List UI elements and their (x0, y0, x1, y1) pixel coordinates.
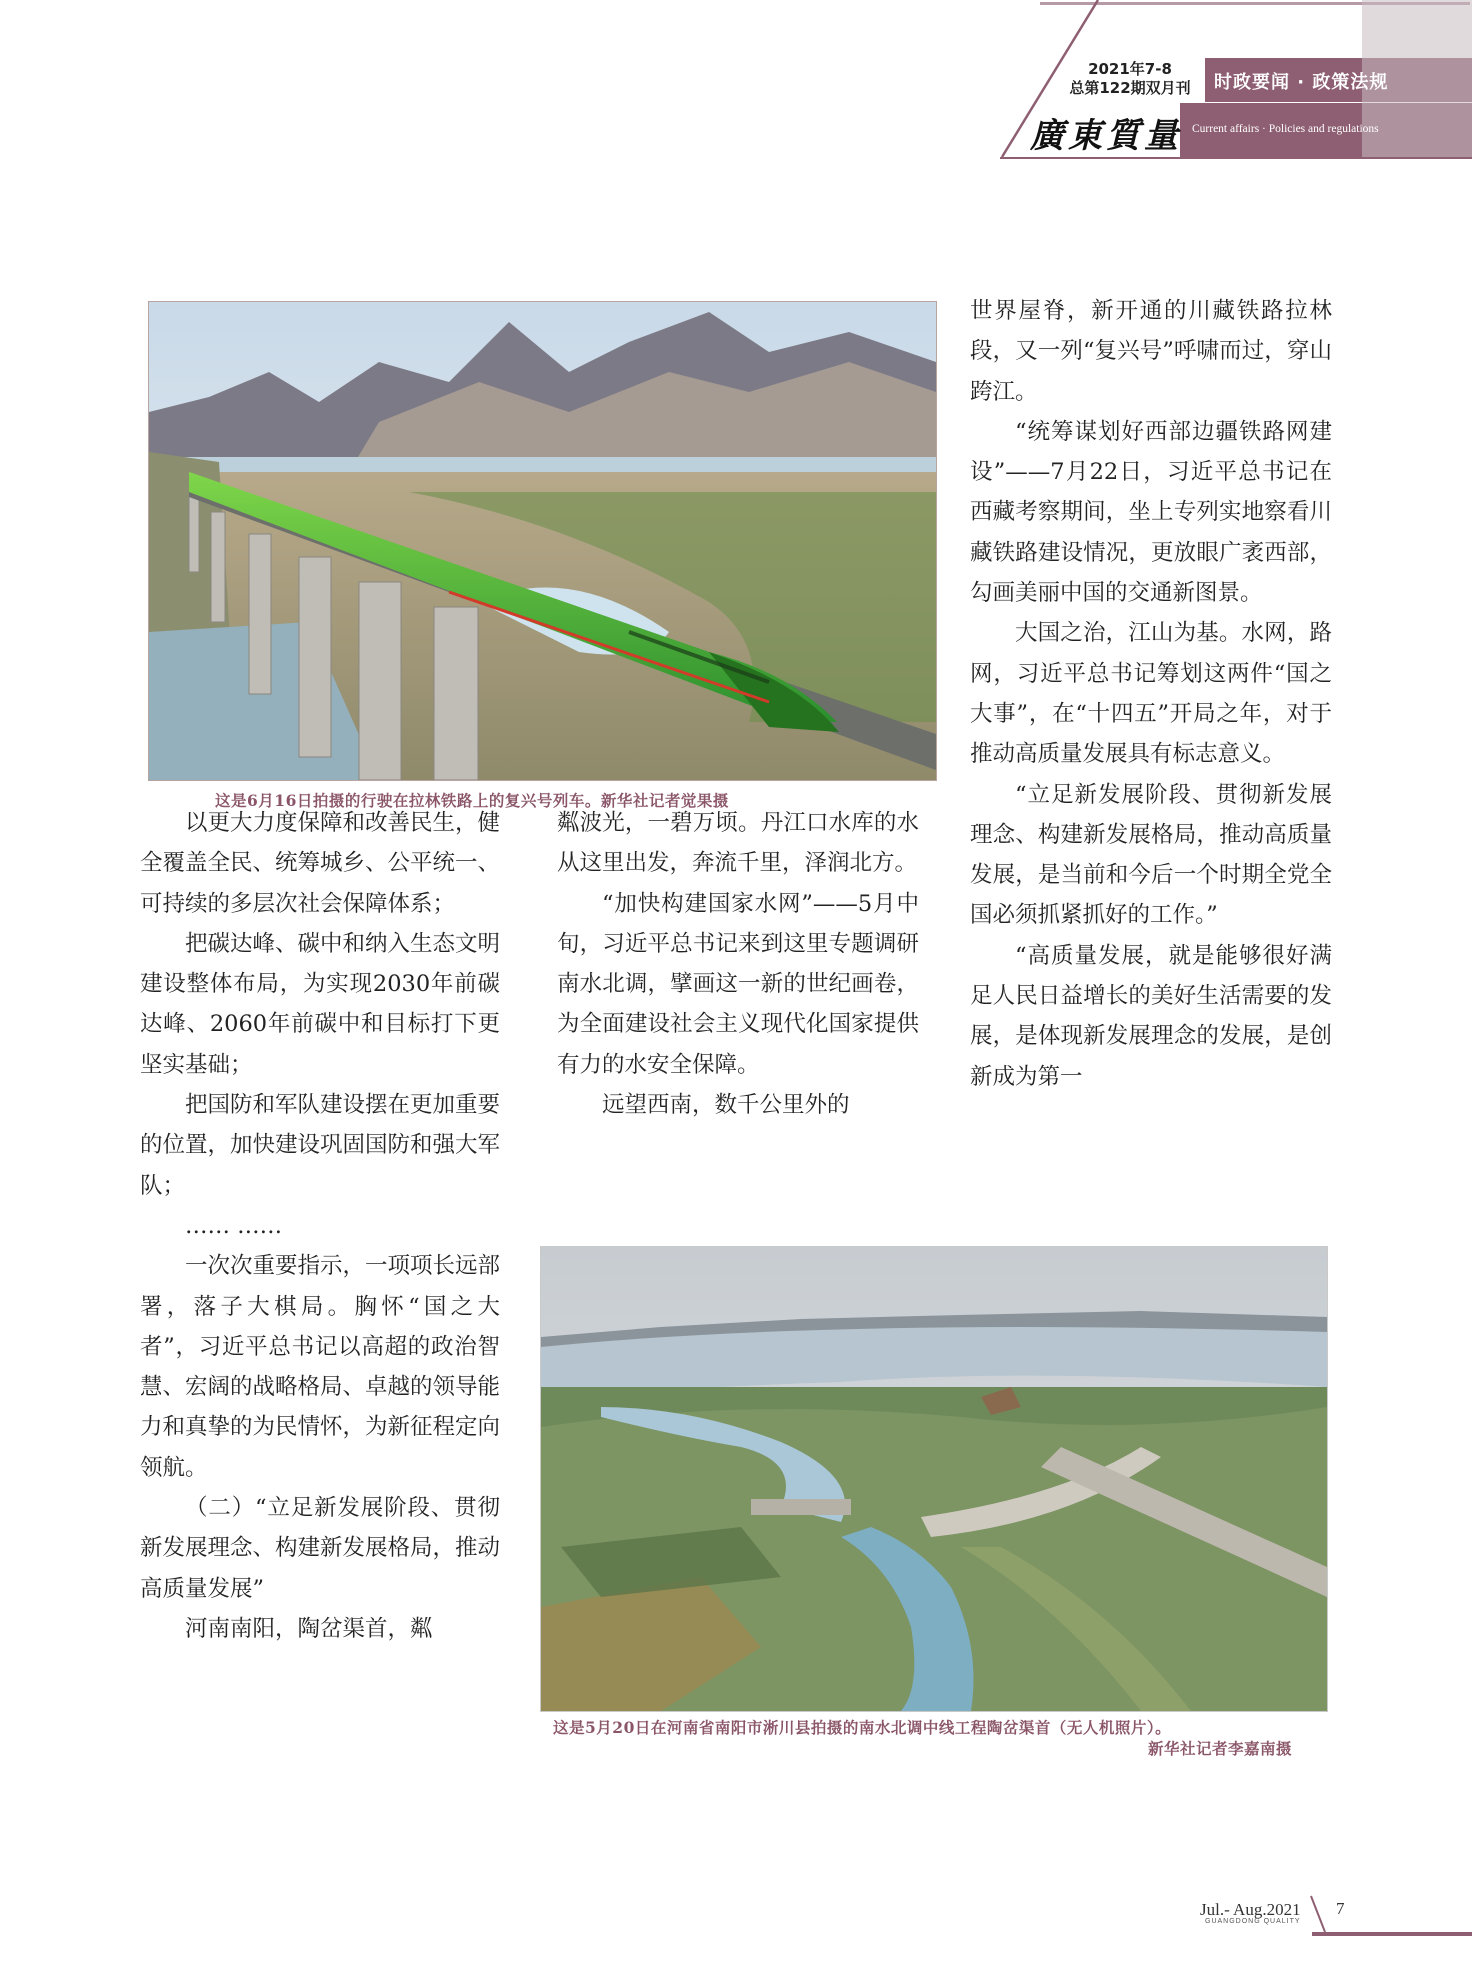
paragraph: “加快构建国家水网”——5月中旬，习近平总书记来到这里专题调研南水北调，擘画这一新的世纪画卷，为全面建设社会主义现代化国家提供有力的水安全保障。 (557, 890, 919, 1078)
canal-photo-caption: 这是5月20日在河南省南阳市淅川县拍摄的南水北调中线工程陶岔渠首（无人机照片）。 (553, 1718, 1172, 1737)
footer-magazine-name: GUANGDONG QUALITY (1205, 1918, 1301, 1925)
paragraph: 一次次重要指示，一项项长远部署，落子大棋局。胸怀“国之大者”，习近平总书记以高超的政治智慧、宏阔的战略格局、卓越的领导能力和真挚的为民情怀，为新征程定向领航。 (140, 1253, 501, 1481)
train-photo (148, 301, 937, 781)
issue-date: 2021年7-8 (1088, 60, 1172, 78)
paragraph: 世界屋脊，新开通的川藏铁路拉林段，又一列“复兴号”呼啸而过，穿山跨江。 (970, 298, 1332, 405)
article-column-left (140, 803, 500, 1649)
issue-info (1050, 60, 1210, 98)
paragraph: “统筹谋划好西部边疆铁路网建设”——7月22日，习近平总书记在西藏考察期间，坐上专列实地察看川藏铁路建设情况，更放眼广袤西部，勾画美丽中国的交通新图景。 (970, 418, 1332, 607)
article-column-middle (557, 803, 919, 1125)
footer-issue-date: Jul.- Aug.2021 (1200, 1900, 1301, 1919)
magazine-logo: 廣東質量 (1030, 116, 1182, 156)
section-title-en: Current affairs · Policies and regulations (1192, 123, 1379, 135)
paragraph: 粼波光，一碧万顷。丹江口水库的水从这里出发，奔流千里，泽润北方。 (557, 810, 919, 877)
article-column-right (970, 291, 1332, 1097)
footer-rule (1312, 1932, 1472, 1936)
issue-number: 总第122期双月刊 (1069, 79, 1191, 97)
header-bottom-rule (1000, 157, 1472, 159)
paragraph: “立足新发展阶段、贯彻新发展理念、构建新发展格局，推动高质量发展，是当前和今后一个时期全党全国必须抓紧抓好的工作。” (970, 781, 1332, 929)
paragraph: 把国防和军队建设摆在更加重要的位置，加快建设巩固国防和强大军队； (140, 1092, 501, 1199)
paragraph: 河南南阳，陶岔渠首，粼 (185, 1615, 433, 1642)
subheading: （二）“立足新发展阶段、贯彻新发展理念、构建新发展格局，推动高质量发展” (140, 1495, 501, 1602)
paragraph: …… …… (185, 1212, 283, 1239)
paragraph: 大国之治，江山为基。水网，路网，习近平总书记筹划这两件“国之大事”，在“十四五”开局之年，对于推动高质量发展具有标志意义。 (970, 620, 1332, 768)
page-number: 7 (1336, 1899, 1345, 1918)
canal-aerial-photo (540, 1246, 1328, 1712)
paragraph: 远望西南，数千公里外的 (602, 1092, 850, 1119)
train-photo-caption: 这是6月16日拍摄的行驶在拉林铁路上的复兴号列车。新华社记者觉果摄 (215, 791, 729, 810)
footer-divider (1308, 1894, 1328, 1934)
section-title-cn: 时政要闻 · 政策法规 (1214, 72, 1389, 93)
paragraph: 把碳达峰、碳中和纳入生态文明建设整体布局，为实现2030年前碳达峰、2060年前碳中和目标打下更坚实基础； (140, 930, 501, 1078)
paragraph: “高质量发展，就是能够很好满足人民日益增长的美好生活需要的发展，是体现新发展理念的发展，是创新成为第一 (970, 942, 1332, 1090)
paragraph: 以更大力度保障和改善民生，健全覆盖全民、统筹城乡、公平统一、可持续的多层次社会保障体系； (140, 810, 501, 917)
canal-photo-credit: 新华社记者李嘉南摄 (1148, 1739, 1293, 1758)
